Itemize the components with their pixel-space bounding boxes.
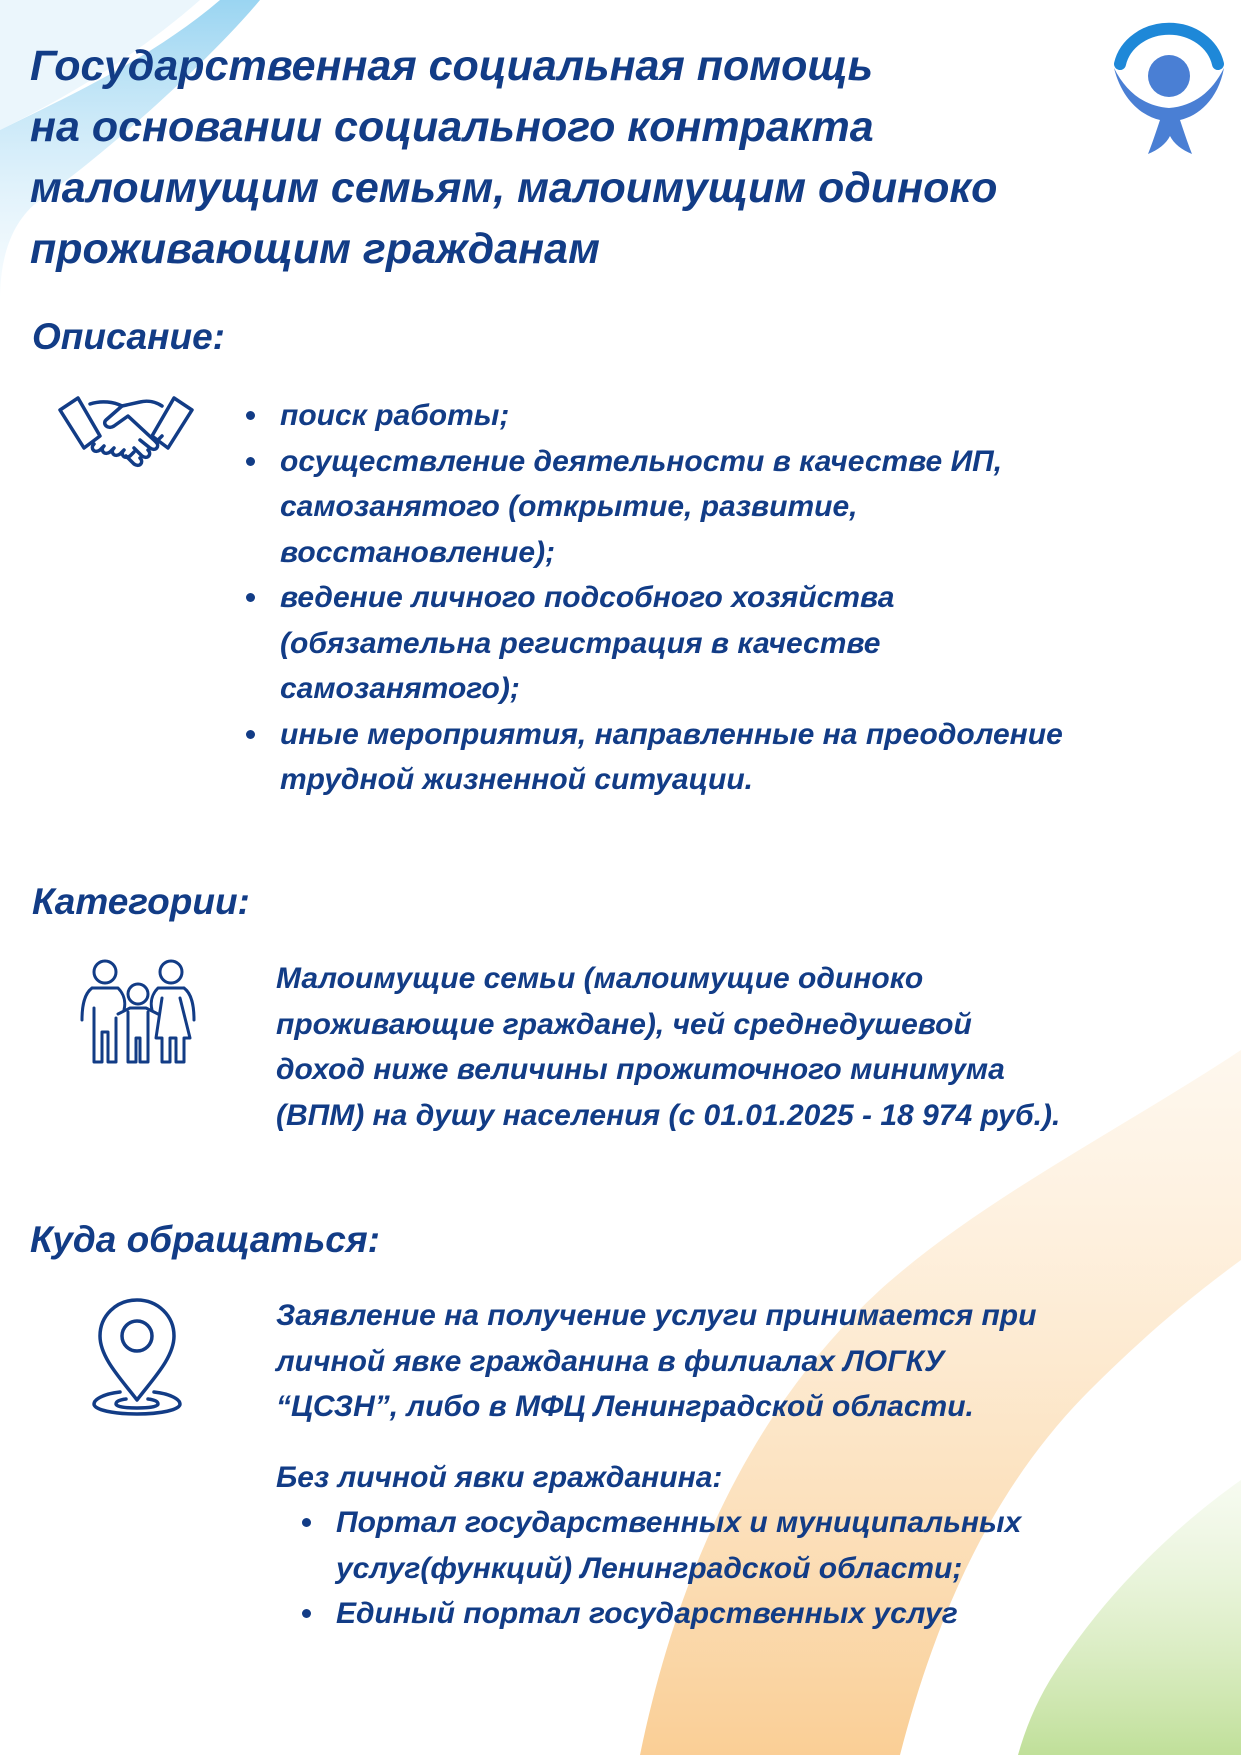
list-item-line: поиск работы; <box>280 399 510 432</box>
list-item <box>242 575 1202 712</box>
paragraph-line: доход ниже величины прожиточного минимума <box>276 1053 1005 1086</box>
list-item-line: самозанятого); <box>280 672 520 705</box>
list-item <box>298 1591 1218 1637</box>
paragraph-line: (ВПМ) на душу населения (с 01.01.2025 - 18 974 руб.). <box>276 1098 1061 1132</box>
list-item-line: иные мероприятия, направленные на преодоление <box>280 717 1063 751</box>
paragraph-line: личной явке гражданина в филиалах ЛОГКУ <box>276 1344 945 1378</box>
list-item-line: услуг(функций) Ленинградской области; <box>336 1551 963 1585</box>
family-icon <box>78 958 198 1068</box>
where-to-apply-text <box>276 1293 1216 1430</box>
list-item <box>242 393 1202 439</box>
categories-text <box>276 956 1216 1138</box>
location-pin-icon <box>92 1296 182 1416</box>
list-item <box>242 712 1202 803</box>
list-item-line: осуществление деятельности в качестве ИП, <box>280 444 1003 478</box>
title-line: Государственная социальная помощь <box>30 42 874 90</box>
description-list <box>242 393 1202 803</box>
list-item-line: трудной жизненной ситуации. <box>280 763 753 796</box>
title-line: малоимущим семьям, малоимущим одиноко <box>30 164 998 212</box>
remote-heading: Без личной явки гражданина: <box>276 1461 723 1494</box>
paragraph-line: проживающие граждане), чей среднедушевой <box>276 1007 972 1041</box>
list-item-line: восстановление); <box>280 535 556 569</box>
where-to-apply-heading: Куда обращаться: <box>30 1219 380 1260</box>
paragraph-line: “ЦСЗН”, либо в МФЦ Ленинградской области. <box>276 1390 974 1423</box>
remote-list <box>298 1500 1218 1637</box>
categories-heading: Категории: <box>32 881 250 922</box>
description-heading: Описание: <box>32 316 225 357</box>
list-item-line: ведение личного подсобного хозяйства <box>280 581 895 614</box>
paragraph-line: Малоимущие семьи (малоимущие одиноко <box>276 962 924 995</box>
list-item-line: Портал государственных и муниципальных <box>336 1506 1022 1539</box>
social-protection-logo-icon <box>1108 20 1230 160</box>
list-item <box>298 1500 1218 1591</box>
list-item-line: (обязательна регистрация в качестве <box>280 626 881 660</box>
list-item <box>242 439 1202 576</box>
title-line: проживающим гражданам <box>30 225 600 273</box>
paragraph-line: Заявление на получение услуги принимается при <box>276 1299 1037 1332</box>
title-line: на основании социального контракта <box>30 103 874 151</box>
list-item-line: самозанятого (открытие, развитие, <box>280 490 858 523</box>
handshake-icon <box>56 392 196 482</box>
list-item-line: Единый портал государственных услуг <box>336 1597 958 1630</box>
page-title <box>30 36 1090 280</box>
